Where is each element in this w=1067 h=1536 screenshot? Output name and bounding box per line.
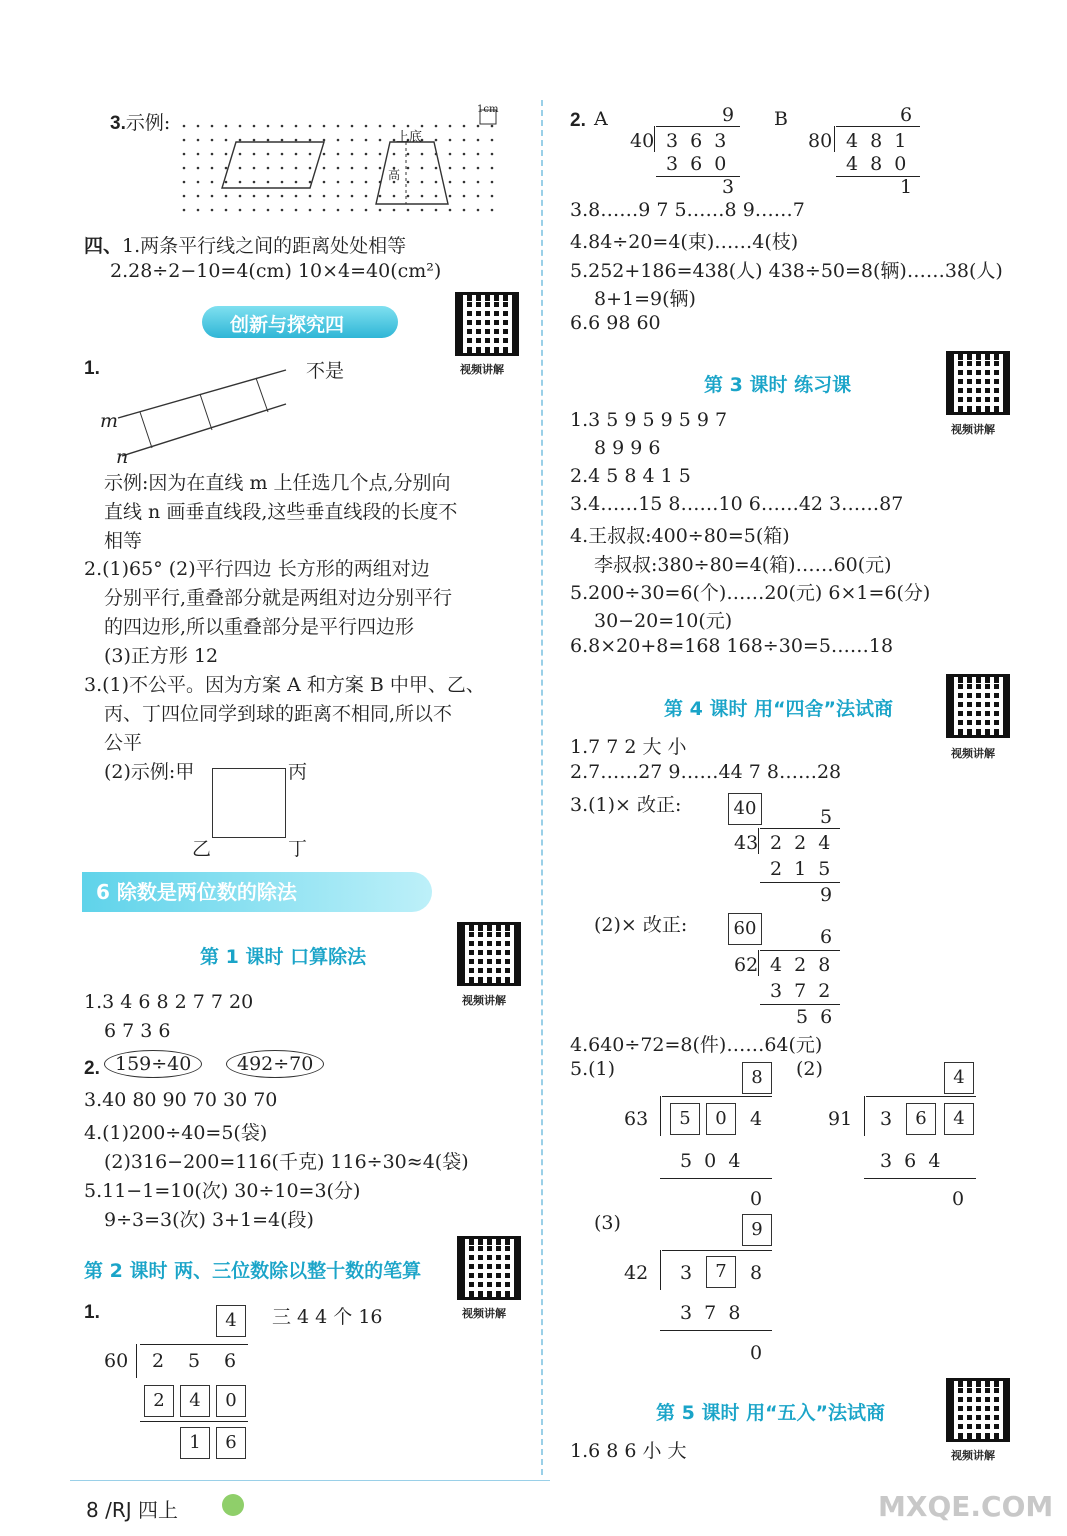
division-bracket [660, 1250, 661, 1290]
d53-divisor: 42 [624, 1262, 649, 1284]
qr-label: 视频讲解 [951, 423, 995, 436]
d53-dividend-digit: 8 [750, 1262, 763, 1284]
l3-q3: 3.4……15 8……10 6……42 3……87 [570, 493, 904, 515]
corner-yi: 乙 [192, 838, 212, 860]
d52-dividend-box: 4 [944, 1103, 974, 1135]
watermark: MXQE.COM [878, 1490, 1054, 1523]
l3-q2: 2.4 5 8 4 1 5 [570, 465, 691, 487]
qr-code-icon[interactable] [455, 292, 519, 356]
qr-code-icon[interactable] [946, 351, 1010, 415]
lesson3-title: 第 3 课时 练习课 [704, 374, 852, 396]
inn-q1-text1: 示例:因为在直线 m 上任选几个点,分别向 [104, 472, 451, 494]
lesson1-title: 第 1 课时 口算除法 [200, 946, 367, 968]
d51-product: 5 0 4 [680, 1150, 741, 1172]
l2-dividend-digit: 6 [224, 1350, 237, 1372]
qr-code-icon[interactable] [946, 674, 1010, 738]
division-bracket [654, 126, 655, 152]
inn-q3-line2: 丙、丁四位同学到球的距离不相同,所以不 [104, 703, 453, 725]
dot-grid-figure [180, 108, 520, 218]
division-bar [140, 1344, 248, 1345]
division-bar [656, 126, 740, 127]
d52-remainder: 0 [952, 1188, 965, 1210]
l2-divisor: 60 [104, 1350, 129, 1372]
divB-divisor: 80 [808, 130, 833, 152]
division-bar [662, 1096, 772, 1097]
l1-q5-line1: 5.11−1=10(次) 30÷10=3(分) [84, 1180, 361, 1202]
l1-q1-line2: 6 7 3 6 [104, 1020, 171, 1042]
l4-div2-divisor: 62 [734, 954, 759, 976]
l1-q2-label: 2. [84, 1058, 100, 1079]
l1-q4-line1: 4.(1)200÷40=5(袋) [84, 1122, 268, 1144]
inn-q3-line1: 3.(1)不公平。因为方案 A 和方案 B 中甲、乙、 [84, 674, 485, 696]
l4-div2-dividend: 4 2 8 [770, 954, 831, 976]
parallel-lines-figure [100, 360, 300, 470]
l2-remainder-box: 6 [216, 1427, 246, 1459]
subtraction-bar [660, 1178, 772, 1179]
divA-quotient: 9 [722, 104, 735, 126]
d52-divisor: 91 [828, 1108, 853, 1130]
l3-q1-line1: 1.3 5 9 5 9 5 9 7 [570, 409, 728, 431]
inn-q2-line3: 的四边形,所以重叠部分是平行四边形 [104, 616, 415, 638]
division-bar [866, 1096, 976, 1097]
divB-dividend: 4 8 1 [846, 130, 907, 152]
l5-q1: 1.6 8 6 小 大 [570, 1440, 687, 1462]
l3-q5-line2: 30−20=10(元) [594, 610, 733, 632]
r-q2-label: 2. [570, 110, 586, 131]
d51-divisor: 63 [624, 1108, 649, 1130]
l4-div1-product: 2 1 5 [770, 858, 831, 880]
divA-remainder: 3 [722, 176, 735, 198]
l4-div2-quotient: 6 [820, 926, 833, 948]
qr-label: 视频讲解 [462, 1307, 506, 1320]
d52-quotient-box: 4 [944, 1062, 974, 1094]
r-q2-b-label: B [774, 108, 788, 130]
q3-label: 3. [110, 113, 126, 134]
d51-quotient-box: 8 [742, 1062, 772, 1094]
l4-q4: 4.640÷72=8(件)……64(元) [570, 1034, 823, 1056]
division-bar [836, 126, 920, 127]
inn-q1-label: 1. [84, 358, 100, 379]
divB-quotient: 6 [900, 104, 913, 126]
qr-code-icon[interactable] [946, 1378, 1010, 1442]
inn-q1-text3: 相等 [104, 530, 143, 552]
qr-code-icon[interactable] [457, 922, 521, 986]
d53-dividend-box: 7 [706, 1256, 736, 1288]
l1-q3: 3.40 80 90 70 30 70 [84, 1089, 278, 1111]
r-q6: 6.6 98 60 [570, 312, 661, 334]
d53-remainder: 0 [750, 1342, 763, 1364]
inn-q1-text2: 直线 n 画垂直线段,这些垂直线段的长度不 [104, 501, 458, 523]
l4-div1-dividend: 2 2 4 [770, 832, 831, 854]
l1-q4-line2: (2)316−200=116(千克) 116÷30≈4(袋) [104, 1151, 469, 1173]
sec4-q1 [84, 231, 406, 258]
divA-divisor: 40 [630, 130, 655, 152]
l3-q4-line1: 4.王叔叔:400÷80=5(箱) [570, 525, 790, 547]
subtraction-bar [140, 1421, 248, 1422]
qr-label: 视频讲解 [951, 1449, 995, 1462]
corner-ding: 丁 [288, 838, 308, 860]
d53-product: 3 7 8 [680, 1302, 741, 1324]
d53-quotient-box: 9 [742, 1214, 772, 1246]
l4-div1-divisor: 43 [734, 832, 759, 854]
division-bracket [864, 1096, 865, 1136]
l4-q1: 1.7 7 2 大 小 [570, 736, 687, 758]
division-bracket [758, 950, 759, 976]
footer-rule [70, 1480, 550, 1481]
l4-q5-part3-label: (3) [594, 1212, 621, 1234]
qr-code-icon[interactable] [457, 1236, 521, 1300]
line-n-label: n [116, 446, 129, 468]
lesson2-title: 第 2 课时 两、三位数除以整十数的笔算 [84, 1260, 422, 1282]
lesson5-title: 第 5 课时 用“五入”法试商 [656, 1402, 886, 1424]
l4-div1-quotient: 5 [820, 806, 833, 828]
divA-dividend: 3 6 3 [666, 130, 727, 152]
l2-quotient-box: 4 [216, 1305, 246, 1337]
inn-q2-line4: (3)正方形 12 [104, 645, 219, 667]
division-bracket [758, 828, 759, 854]
l3-q5-line1: 5.200÷30=6(个)……20(元) 6×1=6(分) [570, 582, 931, 604]
d53-dividend-digit: 3 [680, 1262, 693, 1284]
sd-badge-icon [222, 1494, 244, 1516]
subtraction-bar [864, 1178, 976, 1179]
r-q5-line2: 8+1=9(辆) [594, 288, 696, 310]
l1-q1-line1: 1.3 4 6 8 2 7 7 20 [84, 991, 254, 1013]
inn-q3-line3: 公平 [104, 732, 143, 754]
sec4-label: 四、 [84, 236, 123, 257]
l1-q5-line2: 9÷3=3(次) 3+1=4(段) [104, 1209, 314, 1231]
d51-dividend-digit: 4 [750, 1108, 763, 1130]
r-q5-line1: 5.252+186=438(人) 438÷50=8(辆)……38(人) [570, 260, 1003, 282]
l2-q1-label: 1. [84, 1302, 100, 1323]
qr-label: 视频讲解 [462, 994, 506, 1007]
divB-remainder: 1 [900, 176, 913, 198]
l2-product-box: 0 [216, 1385, 246, 1417]
r-q2-a-label: A [594, 108, 608, 130]
inn-q2-line1: 2.(1)65° (2)平行四边 长方形的两组对边 [84, 558, 430, 580]
l4-q2: 2.7……27 9……44 7 8……28 [570, 761, 842, 783]
d51-dividend-box: 0 [706, 1103, 736, 1135]
l2-dividend-digit: 2 [152, 1350, 165, 1372]
inn-q3-line4: (2)示例:甲 [104, 761, 195, 783]
subtraction-bar [760, 882, 840, 883]
sec4-q2: 2.28÷2−10=4(cm) 10×4=40(cm²) [110, 260, 442, 282]
l1-q2-circled-b: 492÷70 [226, 1050, 324, 1078]
trapezoid-top-label: 上底 [396, 130, 423, 145]
division-bar [760, 828, 840, 829]
qr-label: 视频讲解 [951, 747, 995, 760]
l2-q1-answer: 三 4 4 个 16 [272, 1306, 383, 1328]
sec4-q1-text: 1.两条平行线之间的距离处处相等 [122, 235, 407, 257]
l4-q5-part2-label: (2) [796, 1058, 823, 1080]
l3-q6: 6.8×20+8=168 168÷30=5……18 [570, 635, 894, 657]
line-m-label: m [100, 410, 119, 432]
subtraction-bar [760, 1004, 840, 1005]
l4-q3-correction-box1: 40 [728, 793, 762, 825]
d52-dividend-box: 6 [906, 1103, 936, 1135]
l4-div1-remainder: 9 [820, 884, 833, 906]
trapezoid-height-label: 高 [388, 168, 401, 182]
l4-q3-part1: 3.(1)× 改正: [570, 794, 682, 816]
page-footer: 8 /RJ 四上 [86, 1498, 178, 1522]
column-divider [541, 100, 543, 1475]
chapter-banner [82, 872, 432, 912]
l1-q2-circled-a: 159÷40 [104, 1050, 202, 1078]
l4-q3-correction-box2: 60 [728, 913, 762, 945]
innovation-title: 创新与探究四 [230, 314, 345, 336]
inn-q2-line2: 分别平行,重叠部分就是两组对边分别平行 [104, 587, 453, 609]
division-bar [760, 950, 840, 951]
division-bar [662, 1250, 772, 1251]
divA-product: 3 6 0 [666, 153, 727, 175]
division-bracket [136, 1344, 137, 1378]
d52-dividend-digit: 3 [880, 1108, 893, 1130]
l2-dividend-digit: 5 [188, 1350, 201, 1372]
divB-product: 4 8 0 [846, 153, 907, 175]
l3-q1-line2: 8 9 9 6 [594, 437, 661, 459]
r-q3: 3.8……9 7 5……8 9……7 [570, 199, 805, 221]
l4-div2-remainder: 5 6 [796, 1006, 833, 1028]
r-q4: 4.84÷20=4(束)……4(枝) [570, 231, 799, 253]
l2-product-box: 4 [180, 1385, 210, 1417]
l4-q5-label: 5.(1) [570, 1058, 616, 1080]
l4-div2-product: 3 7 2 [770, 980, 831, 1002]
division-bracket [834, 126, 835, 152]
corner-bing: 丙 [288, 761, 308, 783]
l2-product-box: 2 [144, 1385, 174, 1417]
d51-dividend-box: 5 [670, 1103, 700, 1135]
q3-text: 示例: [125, 112, 171, 134]
square-figure [212, 768, 286, 838]
lesson4-title: 第 4 课时 用“四舍”法试商 [664, 698, 894, 720]
d51-remainder: 0 [750, 1188, 763, 1210]
grid-unit-label: 1cm [477, 104, 499, 115]
l2-remainder-box: 1 [180, 1427, 210, 1459]
division-bracket [660, 1096, 661, 1136]
chapter-title: 6 除数是两位数的除法 [96, 880, 297, 904]
q3-line [110, 108, 170, 135]
subtraction-bar [660, 1330, 772, 1331]
d52-product: 3 6 4 [880, 1150, 941, 1172]
inn-q1-answer: 不是 [306, 360, 345, 382]
l3-q4-line2: 李叔叔:380÷80=4(箱)……60(元) [594, 554, 892, 576]
qr-label: 视频讲解 [460, 363, 504, 376]
l4-q3-part2: (2)× 改正: [594, 914, 688, 936]
